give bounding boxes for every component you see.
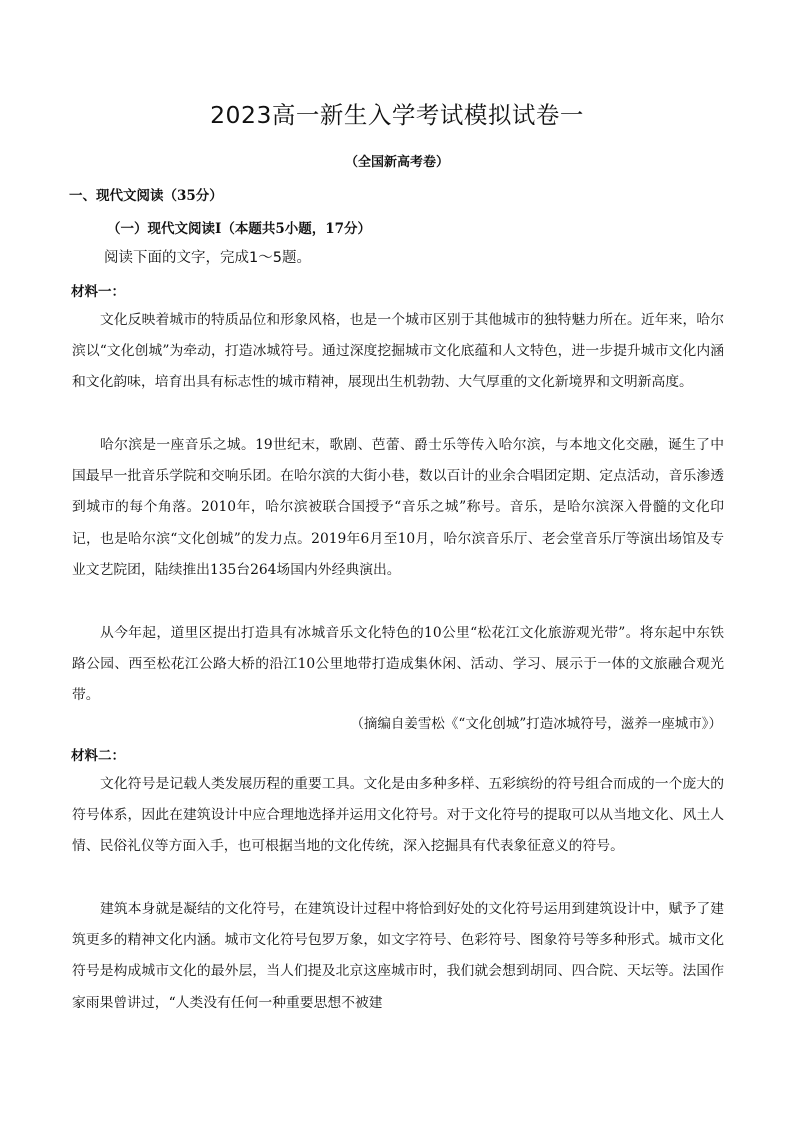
material-2-label: 材料二： <box>71 748 125 764</box>
material-1-source: （摘编自姜雪松《“文化创城”打造冰城符号，滋养一座城市》） <box>350 716 722 732</box>
material-2-paragraph-1: 文化符号是记载人类发展历程的重要工具。文化是由多种多样、五彩缤纷的符号组合而成的一个庞大的符号体系，因此在建筑设计中应合理地选择并运用文化符号。对于文化符号的提取可以从当地文化、风土人情、民俗礼仪等方面入手，也可根据当地的文化传统，深入挖掘具有代表象征意义的符号。 <box>72 776 724 855</box>
exam-title: 2023高一新生入学考试模拟试卷一 <box>210 101 584 129</box>
subsection-heading: （一）现代文阅读Ⅰ（本题共5小题，17分） <box>107 221 371 237</box>
exam-subtitle: （全国新高考卷） <box>344 155 449 170</box>
material-1-label: 材料一： <box>71 284 125 300</box>
section-heading: 一、现代文阅读（35分） <box>69 188 223 204</box>
material-1-paragraph-3: 从今年起，道里区提出打造具有冰城音乐文化特色的10公里“松花江文化旅游观光带”。将东起中东铁路公园、西至松花江公路大桥的沿江10公里地带打造成集休闲、活动、学习、展示于一体的文旅融合观光带。 <box>72 625 724 704</box>
material-1-paragraph-2: 哈尔滨是一座音乐之城。19世纪末，歌剧、芭蕾、爵士乐等传入哈尔滨，与本地文化交融，诞生了中国最早一批音乐学院和交响乐团。在哈尔滨的大街小巷，数以百计的业余合唱团定期、定点活动，音乐渗透到城市的每个角落。2010年，哈尔滨被联合国授予“音乐之城”称号。音乐，是哈尔滨深入骨髓的文化印记，也是哈尔滨“文化创城”的发力点。2019年6月至10月，哈尔滨音乐厅、老会堂音乐厅等演出场馆及专业文艺院团，陆续推出135台264场国内外经典演出。 <box>72 437 724 578</box>
material-1-paragraph-1: 文化反映着城市的特质品位和形象风格，也是一个城市区别于其他城市的独特魅力所在。近年来，哈尔滨以“文化创城”为牵动，打造冰城符号。通过深度挖掘城市文化底蕴和人文特色，进一步提升城市文化内涵和文化韵味，培育出具有标志性的城市精神，展现出生机勃勃、大气厚重的文化新境界和文明新高度。 <box>72 312 724 391</box>
material-2-paragraph-2: 建筑本身就是凝结的文化符号，在建筑设计过程中将恰到好处的文化符号运用到建筑设计中，赋予了建筑更多的精神文化内涵。城市文化符号包罗万象，如文字符号、色彩符号、图象符号等多种形式。城市文化符号是构成城市文化的最外层，当人们提及北京这座城市时，我们就会想到胡同、四合院、天坛等。法国作家雨果曾讲过，“人类没有任何一种重要思想不被建 <box>72 901 724 1011</box>
reading-instruction: 阅读下面的文字，完成1～5题。 <box>104 250 311 266</box>
